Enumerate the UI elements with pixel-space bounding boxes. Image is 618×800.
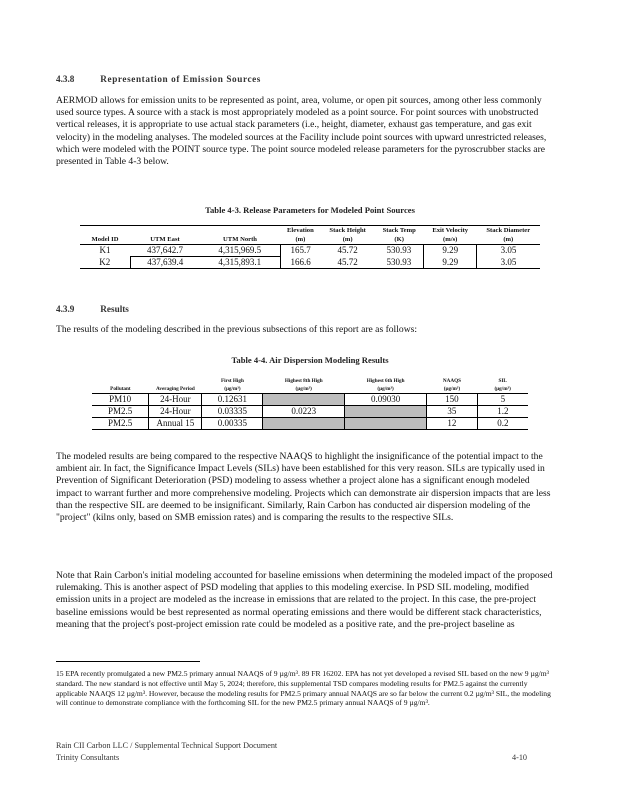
cell-eighth-high: 0.0223: [263, 406, 345, 418]
col-stack-height-unit: (m): [342, 236, 353, 243]
section-title: Representation of Emission Sources: [100, 74, 261, 84]
cell-naaqs: 12: [427, 418, 478, 430]
cell-naaqs: 150: [427, 394, 478, 406]
cell-sil: 1.2: [497, 406, 509, 416]
col-sixth-high-label: Highest 6th High: [366, 378, 405, 384]
footnote-divider: [56, 661, 200, 662]
paragraph-results-intro: The results of the modeling described in the previous subsections of this report are as follows:: [56, 324, 418, 335]
col-stack-height: [321, 226, 375, 245]
table-4-3-caption: Table 4-3. Release Parameters for Modeled Point Sources: [205, 205, 415, 215]
col-sil-unit: (µg/m³): [494, 386, 511, 392]
cell-exit-velocity: 9.29: [424, 245, 477, 257]
section-title: Results: [100, 304, 129, 314]
col-first-high-label: First High: [220, 378, 244, 384]
cell-sixth-high: [345, 418, 427, 430]
cell-averaging-period: Annual 15: [149, 418, 202, 430]
col-exit-velocity-label: Exit Velocity: [432, 227, 469, 234]
col-eighth-high-unit: (µg/m³): [295, 386, 312, 392]
table-4-4-caption: Table 4-4. Air Dispersion Modeling Results: [231, 355, 389, 365]
cell-utm-east: 437,639.4: [130, 257, 200, 269]
cell-averaging-period: 24-Hour: [149, 394, 202, 406]
section-heading-439: [56, 304, 129, 314]
cell-eighth-high: [263, 418, 345, 430]
footer-document-title: Rain CII Carbon LLC / Supplemental Technical Support Document: [56, 741, 278, 750]
cell-stack-height: 45.72: [337, 245, 358, 256]
cell-utm-east: 437,642.7: [147, 245, 183, 255]
cell-sixth-high: 0.09030: [345, 394, 427, 406]
col-naaqs: [427, 377, 478, 394]
col-model-id: Model ID: [80, 226, 130, 245]
col-stack-temp: [375, 226, 424, 245]
paragraph-baseline-emissions: Note that Rain Carbon's initial modeling accounted for baseline emissions when determining the modeled impact of the proposed rulemaking. This is another aspect of PSD modeling that applies to this modeling exercise. In PSD SIL modeling, modified emission units in a project are modeled as the increase in emissions that are related to the project. In this case, the pre-project baseline emissions would be best represented as normal operating emissions and there would be different stack characteristics, meaning that the project's post-project emission rate could be modeled as a positive rate, and the pre-project baseline as: [56, 570, 553, 630]
cell-elevation: 165.7: [290, 245, 311, 256]
col-stack-diameter-label: Stack Diameter: [486, 227, 531, 234]
col-first-high: [202, 377, 263, 394]
table-row: [92, 394, 528, 406]
col-elevation: [280, 226, 321, 245]
col-elevation-label: Elevation: [287, 227, 314, 234]
dispersion-results-table: [92, 377, 528, 430]
col-sixth-high: [345, 377, 427, 394]
col-utm-east: UTM East: [130, 226, 200, 245]
cell-stack-temp: 530.93: [375, 245, 424, 257]
cell-averaging-period: 24-Hour: [149, 406, 202, 418]
col-pollutant: Pollutant: [92, 377, 149, 394]
cell-exit-velocity: 9.29: [424, 257, 477, 269]
cell-sil: 5: [500, 394, 506, 404]
footer-company: Trinity Consultants: [56, 753, 120, 762]
cell-first-high: 0.12631: [202, 394, 263, 406]
table-row: [80, 257, 540, 269]
col-elevation-unit: (m): [295, 236, 306, 243]
col-exit-velocity: [424, 226, 477, 245]
col-stack-temp-unit: (K): [394, 236, 404, 243]
cell-model-id: K2: [99, 256, 111, 267]
cell-first-high: 0.00335: [202, 418, 263, 430]
section-number: 4.3.9: [56, 304, 75, 314]
col-sil-label: SIL: [498, 378, 507, 384]
paragraph-representation: AERMOD allows for emission units to be represented as point, area, volume, or open pit sources, among other less commonly used source types. A source with a stack is most appropriately modeled as a point source. For point sources with unobstructed vertical releases, it is appropriate to use actual stack parameters (i.e., height, diameter, exhaust gas temperature, and gas exit velocity) in the modeling analyses. The modeled sources at the Facility include point sources with upward unrestricted releases, which were modeled with the POINT source type. The point source modeled release parameters for the pyroscrubber stacks are presented in Table 4-3 below.: [56, 95, 547, 168]
col-eighth-high-label: Highest 8th High: [284, 378, 323, 384]
cell-first-high: 0.03335: [202, 406, 263, 418]
col-stack-temp-label: Stack Temp: [382, 227, 416, 234]
cell-sixth-high: [345, 406, 427, 418]
table-row: [80, 245, 540, 257]
cell-sil: 0.2: [497, 418, 509, 428]
cell-pollutant: PM2.5: [92, 418, 149, 430]
cell-utm-north: 4,315,969.5: [200, 245, 280, 257]
cell-stack-temp: 530.93: [375, 257, 424, 269]
cell-elevation: 166.6: [290, 256, 311, 267]
footnote-15: 15 EPA recently promulgated a new PM2.5 primary annual NAAQS of 9 µg/m³. 89 FR 16202. EPA has not yet developed a revised SIL based on the new 9 µg/m³ standard. The new standard is not effective until May 5, 2024; therefore, this supplemental TSD compares modeling results for PM2.5 against the currently applicable NAAQS 12 µg/m³. However, because the modeling results for PM2.5 primary annual NAAQS are so far below the current 0.2 µg/m³ SIL, the modeling will continue to demonstrate compliance with the forthcoming SIL for the new PM2.5 primary annual NAAQS of 9 µg/m³.: [56, 669, 551, 708]
col-utm-north: UTM North: [200, 226, 280, 245]
cell-pollutant: PM2.5: [92, 406, 149, 418]
section-number: 4.3.8: [56, 74, 75, 84]
col-stack-height-label: Stack Height: [329, 227, 366, 234]
cell-stack-diameter: 3.05: [500, 256, 517, 267]
cell-naaqs: 35: [427, 406, 478, 418]
col-naaqs-label: NAAQS: [442, 378, 461, 384]
col-stack-diameter-unit: (m): [503, 236, 514, 243]
col-stack-diameter: [477, 226, 540, 245]
paragraph-sil-comparison: The modeled results are being compared to the respective NAAQS to highlight the insignificance of the potential impact to the ambient air. In fact, the Significance Impact Levels (SILs) have been established for this very reason. SILs are typically used in Prevention of Significant Deterioration (PSD) modeling to assess whether a project alone has a significant enough modeled impact to warrant further and more comprehensive modeling. Projects which can demonstrate air dispersion impacts that are less than the respective SIL are deemed to be insignificant. Similarly, Rain Carbon has conducted air dispersion modeling of the "project" (kilns only, based on SMB emission rates) and is comparing the results to the respective SILs.: [56, 451, 551, 524]
col-eighth-high: [263, 377, 345, 394]
table-row: [92, 406, 528, 418]
cell-stack-diameter: 3.05: [500, 245, 517, 256]
release-parameters-table: [80, 225, 540, 269]
cell-pollutant: PM10: [92, 394, 149, 406]
col-sil: [477, 377, 528, 394]
col-naaqs-unit: (µg/m³): [443, 386, 461, 392]
cell-model-id: K1: [99, 245, 111, 256]
section-heading-438: [56, 74, 261, 84]
footer-page-number: 4-10: [512, 753, 528, 762]
col-averaging-period: Averaging Period: [149, 377, 202, 394]
cell-stack-height: 45.72: [337, 256, 358, 267]
col-sixth-high-unit: (µg/m³): [377, 386, 394, 392]
cell-utm-north: 4,315,893.1: [200, 257, 280, 269]
col-exit-velocity-unit: (m/s): [443, 236, 458, 243]
cell-eighth-high: [263, 394, 345, 406]
table-row: [92, 418, 528, 430]
col-first-high-unit: (µg/m³): [224, 386, 241, 392]
